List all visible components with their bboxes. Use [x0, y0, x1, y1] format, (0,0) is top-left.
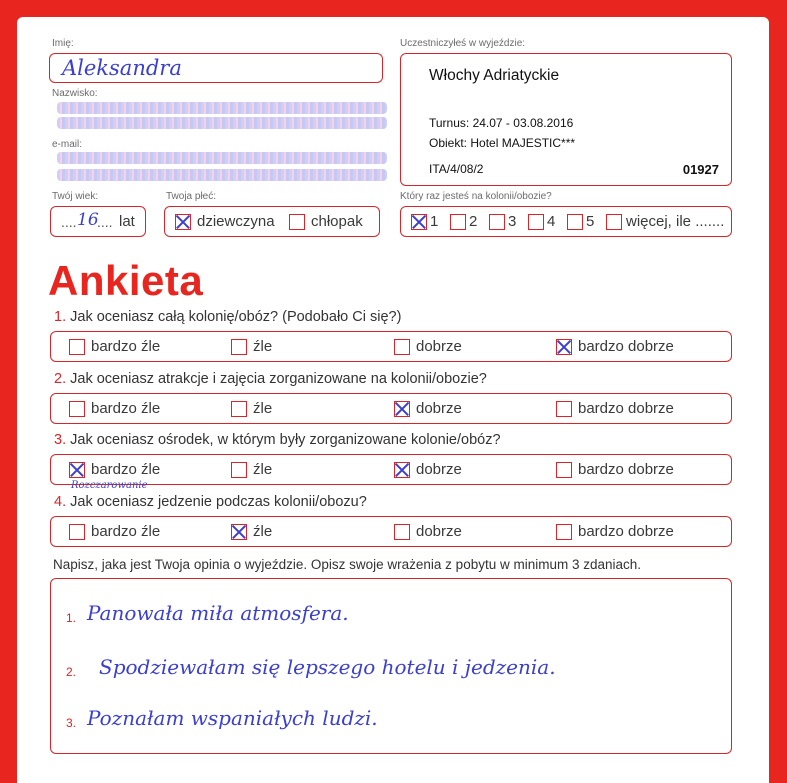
- question-text: Jak oceniasz ośrodek, w którym były zorganizowane kolonie/obóz?: [70, 432, 501, 448]
- question-number: 2.: [54, 371, 67, 387]
- gender-option-label: dziewczyna: [197, 213, 275, 230]
- rating-option[interactable]: [69, 394, 160, 423]
- opinion-line-2: Spodziewałam się lepszego hotelu i jedzenia.: [99, 655, 556, 679]
- age-label: Twój wiek:: [52, 191, 99, 202]
- rating-label: źle: [253, 400, 273, 417]
- age-prefix: ....: [61, 214, 77, 230]
- times-option-4[interactable]: [528, 207, 555, 236]
- trip-number: 01927: [682, 162, 719, 177]
- times-option-2[interactable]: [450, 207, 477, 236]
- rating-option[interactable]: [394, 332, 462, 361]
- age-unit: lat: [119, 213, 135, 230]
- rating-option[interactable]: [231, 332, 272, 361]
- question-4: [54, 494, 367, 510]
- question-number: 1.: [54, 309, 67, 325]
- times-option-label: 1: [430, 213, 439, 230]
- rating-label: dobrze: [416, 461, 462, 478]
- times-option-1[interactable]: [411, 207, 438, 236]
- checkbox-unchecked[interactable]: [69, 401, 85, 417]
- checkbox-checked[interactable]: [175, 214, 191, 230]
- trip-box: [400, 53, 732, 186]
- line-number: 1.: [66, 611, 77, 625]
- checkbox-checked[interactable]: [394, 401, 410, 417]
- email-redacted-2: [57, 169, 387, 181]
- times-option-label: więcej, ile .......: [626, 213, 725, 230]
- rating-option[interactable]: [69, 332, 160, 361]
- rating-label: dobrze: [416, 523, 462, 540]
- checkbox-checked[interactable]: [556, 339, 572, 355]
- checkbox-unchecked[interactable]: [231, 401, 247, 417]
- trip-obiekt: Obiekt: Hotel MAJESTIC***: [429, 136, 576, 150]
- checkbox-unchecked[interactable]: [450, 214, 466, 230]
- name-label: Imię:: [52, 38, 74, 49]
- gender-label: Twoja płeć:: [166, 191, 217, 202]
- email-redacted: [57, 152, 387, 164]
- rating-label: źle: [253, 338, 273, 355]
- rating-option[interactable]: [556, 332, 674, 361]
- email-label: e-mail:: [52, 139, 83, 150]
- opinion-prompt: Napisz, jaka jest Twoja opinia o wyjeździe. Opisz swoje wrażenia z pobytu w minimum 3 zdaniach.: [53, 557, 642, 572]
- age-suffix: ....: [97, 214, 113, 230]
- gender-option-boy[interactable]: [289, 207, 363, 236]
- checkbox-checked[interactable]: [411, 214, 427, 230]
- rating-row-1: [50, 331, 732, 362]
- question-1: [54, 309, 401, 325]
- rating-label: bardzo dobrze: [578, 461, 674, 478]
- name-field[interactable]: [49, 53, 383, 83]
- checkbox-unchecked[interactable]: [394, 524, 410, 540]
- rating-row-2: [50, 393, 732, 424]
- surname-redacted-2: [57, 117, 387, 129]
- times-option-more[interactable]: [606, 207, 724, 236]
- gender-field: [164, 206, 380, 237]
- question-text: Jak oceniasz jedzenie podczas kolonii/obozu?: [70, 494, 367, 510]
- gender-option-girl[interactable]: [175, 207, 275, 236]
- checkbox-unchecked[interactable]: [606, 214, 622, 230]
- times-option-5[interactable]: [567, 207, 594, 236]
- question-2: [54, 371, 487, 387]
- line-number: 2.: [66, 665, 77, 679]
- times-option-label: 2: [469, 213, 478, 230]
- question-text: Jak oceniasz całą kolonię/obóz? (Podobało Ci się?): [70, 309, 402, 325]
- checkbox-unchecked[interactable]: [231, 462, 247, 478]
- rating-option[interactable]: [69, 517, 160, 546]
- checkbox-unchecked[interactable]: [394, 339, 410, 355]
- page-title: Ankieta: [48, 257, 204, 304]
- trip-turnus: Turnus: 24.07 - 03.08.2016: [429, 116, 574, 130]
- rating-option[interactable]: [231, 517, 272, 546]
- checkbox-unchecked[interactable]: [69, 524, 85, 540]
- checkbox-unchecked[interactable]: [556, 401, 572, 417]
- checkbox-checked[interactable]: [394, 462, 410, 478]
- checkbox-unchecked[interactable]: [231, 339, 247, 355]
- checkbox-checked[interactable]: [69, 462, 85, 478]
- rating-row-3: [50, 454, 732, 485]
- opinion-line-1: Panowała miła atmosfera.: [87, 601, 349, 625]
- age-value: 16: [77, 210, 99, 230]
- rating-label: bardzo dobrze: [578, 338, 674, 355]
- name-value: Aleksandra: [62, 56, 182, 80]
- checkbox-checked[interactable]: [231, 524, 247, 540]
- rating-label: bardzo źle: [91, 461, 161, 478]
- rating-option[interactable]: [231, 455, 272, 484]
- checkbox-unchecked[interactable]: [69, 339, 85, 355]
- times-option-label: 4: [547, 213, 556, 230]
- rating-option[interactable]: [556, 517, 674, 546]
- rating-option[interactable]: [231, 394, 272, 423]
- times-option-3[interactable]: [489, 207, 516, 236]
- checkbox-unchecked[interactable]: [528, 214, 544, 230]
- checkbox-unchecked[interactable]: [556, 462, 572, 478]
- checkbox-unchecked[interactable]: [567, 214, 583, 230]
- line-number: 3.: [66, 716, 77, 730]
- rating-label: bardzo dobrze: [578, 523, 674, 540]
- rating-option[interactable]: [556, 455, 674, 484]
- checkbox-unchecked[interactable]: [556, 524, 572, 540]
- question-3: [54, 432, 501, 448]
- rating-option[interactable]: [394, 517, 462, 546]
- rating-label: bardzo źle: [91, 338, 161, 355]
- rating-label: bardzo źle: [91, 400, 161, 417]
- rating-row-4: [50, 516, 732, 547]
- question-number: 4.: [54, 494, 67, 510]
- trip-destination: Włochy Adriatyckie: [429, 67, 560, 84]
- rating-label: dobrze: [416, 400, 462, 417]
- trip-label: Uczestniczyłeś w wyjeździe:: [400, 38, 526, 49]
- handwritten-note: Rozczarowanie: [71, 480, 148, 491]
- age-field[interactable]: [50, 206, 146, 237]
- question-text: Jak oceniasz atrakcje i zajęcia zorganizowane na kolonii/obozie?: [70, 371, 487, 387]
- trip-code: ITA/4/08/2: [429, 162, 484, 176]
- gender-option-label: chłopak: [311, 213, 363, 230]
- surname-redacted: [57, 102, 387, 114]
- rating-label: bardzo dobrze: [578, 400, 674, 417]
- rating-label: źle: [253, 461, 273, 478]
- times-label: Który raz jesteś na kolonii/obozie?: [400, 191, 552, 202]
- rating-label: źle: [253, 523, 273, 540]
- rating-option[interactable]: [556, 394, 674, 423]
- rating-option[interactable]: [394, 455, 462, 484]
- rating-label: bardzo źle: [91, 523, 161, 540]
- opinion-line-3: Poznałam wspaniałych ludzi.: [87, 706, 378, 730]
- surname-label: Nazwisko:: [52, 88, 98, 99]
- opinion-textarea[interactable]: [50, 578, 732, 754]
- checkbox-unchecked[interactable]: [489, 214, 505, 230]
- times-field: [400, 206, 732, 237]
- form-sheet: [17, 17, 769, 783]
- question-number: 3.: [54, 432, 67, 448]
- checkbox-unchecked[interactable]: [289, 214, 305, 230]
- times-option-label: 3: [508, 213, 517, 230]
- rating-label: dobrze: [416, 338, 462, 355]
- rating-option[interactable]: [394, 394, 462, 423]
- times-option-label: 5: [586, 213, 595, 230]
